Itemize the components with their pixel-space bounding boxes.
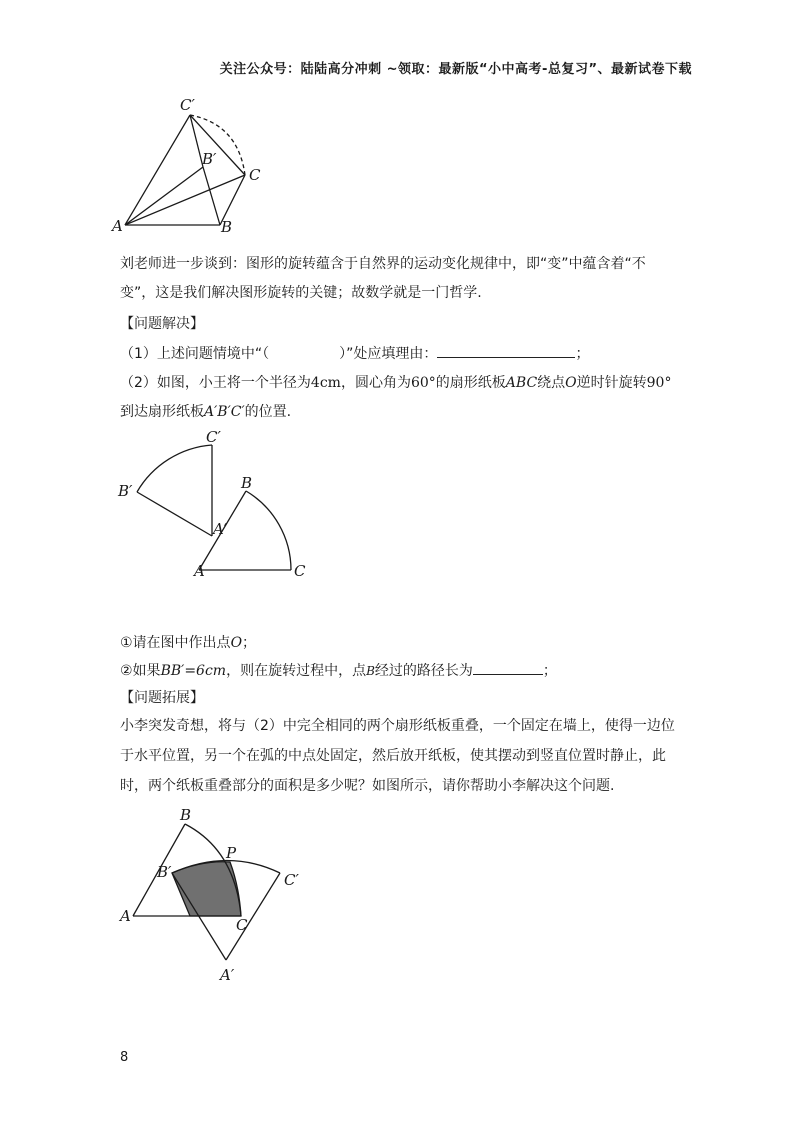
section-problem-solving: 【问题解决】 xyxy=(120,316,204,332)
question-1 xyxy=(120,343,589,364)
sub2-end: ； xyxy=(542,663,557,679)
sub-question-2 xyxy=(120,660,557,681)
sub1-point-o: O xyxy=(230,635,243,651)
fig3-label-c-prime: C′ xyxy=(284,871,299,889)
sub-question-1 xyxy=(120,633,256,653)
q2-sector: ABC xyxy=(505,375,538,391)
fig3-label-b-prime: B′ xyxy=(157,863,172,881)
fig2-arc-bc xyxy=(246,491,291,570)
fig2-label-b: B xyxy=(241,474,253,492)
q2-text-1: （2）如图，小王将一个半径为 xyxy=(120,375,311,391)
q2-point-o: O xyxy=(565,375,577,391)
extend-line-1: 小李突发奇想，将与（2）中完全相同的两个扇形纸板重叠，一个固定在墙上，使得一边位 xyxy=(120,718,675,734)
q1-prefix: （1）上述问题情境中“（ xyxy=(120,346,270,362)
q2-angle: 60° xyxy=(410,375,436,391)
fig2-label-c: C xyxy=(294,562,306,580)
intro-line-2: 变”，这是我们解决图形旋转的关键；故数学就是一门哲学. xyxy=(120,285,482,301)
fig1-label-c-prime: C′ xyxy=(180,96,195,114)
intro-line-1: 刘老师进一步谈到：图形的旋转蕴含于自然界的运动变化规律中，即“变”中蕴含着“不 xyxy=(120,256,646,272)
fig2-segment-a-prime-b-prime xyxy=(137,492,212,536)
fig3-label-b: B xyxy=(180,806,192,824)
fig2-label-a: A xyxy=(194,562,205,580)
q2-text-4: 绕点 xyxy=(537,375,566,391)
sub1-end: ； xyxy=(242,635,257,651)
q2-line2-suffix: 的位置. xyxy=(244,404,292,420)
sub2-answer-blank[interactable] xyxy=(473,660,543,675)
extend-line-2: 于水平位置，另一个在弧的中点处固定，然后放开纸板，使其摆动到竖直位置时静止，此 xyxy=(120,748,666,764)
fig2-arc-b-prime-c-prime xyxy=(137,445,212,492)
fig2-label-a-prime: A′ xyxy=(213,520,228,538)
fig3-label-c: C xyxy=(236,916,248,934)
sub1-text: ①请在图中作出点 xyxy=(120,635,231,651)
figure-1-rotation-diagram xyxy=(110,92,280,234)
q2-rotation-angle: 90° xyxy=(646,375,672,391)
sub2-text-1: ②如果 xyxy=(120,663,161,679)
q2-text-2: ，圆心角为 xyxy=(340,375,411,391)
q2-radius: 4cm xyxy=(310,375,341,391)
fig1-segment-ac-prime xyxy=(125,115,190,225)
fig2-label-c-prime: C′ xyxy=(206,428,221,446)
section-problem-extension: 【问题拓展】 xyxy=(120,690,204,706)
fig1-label-c: C xyxy=(249,166,261,184)
fig3-label-a: A xyxy=(120,907,131,925)
sub2-expression: BB′=6cm xyxy=(160,663,227,679)
fig3-label-p: P xyxy=(226,844,237,862)
fig1-label-a: A xyxy=(112,217,123,234)
sub2-point-b: B xyxy=(366,664,375,678)
extend-line-3: 时，两个纸板重叠部分的面积是多少呢？如图所示，请你帮助小李解决这个问题. xyxy=(120,778,615,794)
fig3-label-a-prime: A′ xyxy=(220,966,235,984)
fig2-label-b-prime: B′ xyxy=(118,482,133,500)
sub2-text-2: ，则在旋转过程中，点 xyxy=(226,663,367,679)
q2-text-5: 逆时针旋转 xyxy=(576,375,647,391)
q1-middle: ）”处应填理由： xyxy=(339,346,438,362)
fig1-label-b: B xyxy=(221,218,233,234)
q1-answer-blank[interactable] xyxy=(437,343,575,358)
q2-line2-prefix: 到达扇形纸板 xyxy=(120,404,204,420)
fig1-segment-ab-prime xyxy=(125,167,203,225)
page-number: 8 xyxy=(120,1050,129,1065)
q1-suffix: ； xyxy=(575,346,590,362)
fig1-segment-b-prime-b xyxy=(203,167,220,225)
fig1-label-b-prime: B′ xyxy=(202,150,217,168)
sub2-text-3: 经过的路径长为 xyxy=(374,663,473,679)
q1-gap xyxy=(269,344,339,358)
fig1-segment-c-prime-c xyxy=(190,115,245,175)
q2-text-3: 的扇形纸板 xyxy=(435,375,506,391)
question-2-line-2 xyxy=(120,402,291,422)
figure-2-sectors xyxy=(110,428,320,583)
q2-sector-prime: A′B′C′ xyxy=(204,404,245,420)
figure-3-overlap xyxy=(110,800,320,990)
page-header: 关注公众号：陆陆高分冲刺 ~领取：最新版“小中高考-总复习”、最新试卷下载 xyxy=(219,62,692,77)
question-2-line-1 xyxy=(120,373,671,393)
